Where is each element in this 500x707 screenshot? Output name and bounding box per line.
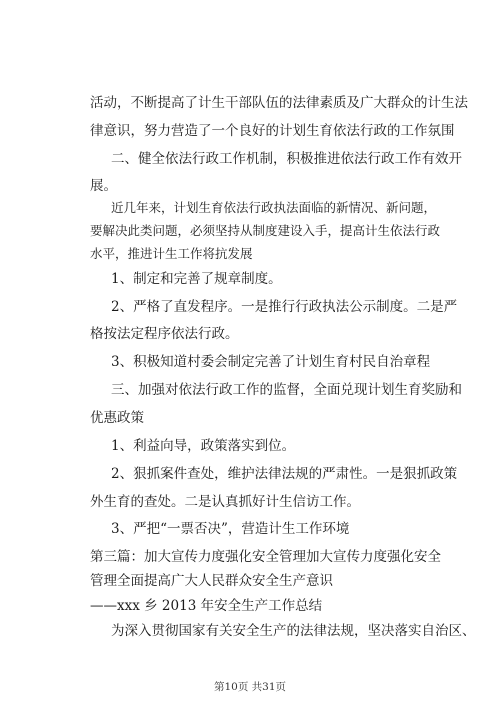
text-line: 1、利益向导，政策落实到位。 [111,438,296,454]
page-number-footer: 第10页 共31页 [213,681,287,693]
text-line: 活动，不断提高了计生干部队伍的法律素质及广大群众的计生法 [90,95,468,111]
text-line: 三、加强对依法行政工作的监督，全面兑现计划生育奖励和 [111,382,462,398]
subtitle-line: ——xxx 乡 2013 年安全生产工作总结 [90,598,323,614]
text-line: 1、制定和完善了规章制度。 [111,271,282,287]
section-heading-line: 第三篇：加大宣传力度强化安全管理加大宣传力度强化安全 [90,549,441,565]
text-line: 二、健全依法行政工作机制，积极推进依法行政工作有效开 [111,151,462,167]
text-line: 要解决此类问题，必须坚持从制度建设入手，提高计生依法行政 [90,223,441,238]
text-line: 律意识，努力营造了一个良好的计划生育依法行政的工作氛围 [90,123,455,139]
text-line: 格按法定程序依法行政。 [90,326,239,342]
text-line: 优惠政策 [90,410,144,426]
text-line: 2、严格了直发程序。一是推行行政执法公示制度。二是严 [111,299,458,315]
section-heading-line: 管理全面提高广大人民群众安全生产意识 [90,573,333,589]
text-line: 2、狠抓案件查处，维护法律法规的严肃性。一是狠抓政策 [111,466,458,482]
text-line: 近几年来，计划生育依法行政执法面临的新情况、新问题， [111,200,437,215]
text-line: 3、积极知道村委会制定完善了计划生育村民自治章程 [111,354,431,370]
text-line: 外生育的查处。二是认真抓好计生信访工作。 [90,494,360,510]
text-line: 为深入贯彻国家有关安全生产的法律法规，坚决落实自治区、 [111,623,476,639]
text-line: 水平，推进计生工作将抗发展 [90,246,253,261]
text-line: 3、严把“一票否决”，营造计生工作环境 [111,521,350,537]
text-line: 展。 [90,178,117,194]
